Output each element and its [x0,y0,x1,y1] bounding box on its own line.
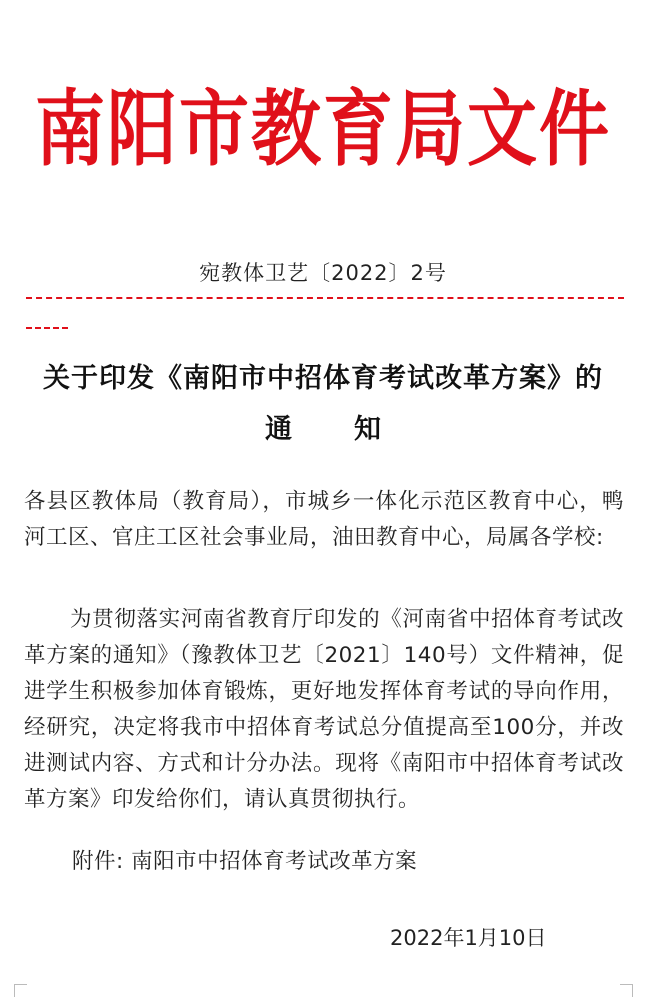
red-separator-line [26,297,624,299]
crop-mark-bottom-right [620,984,633,997]
red-separator-line-continued [26,327,68,329]
document-number: 宛教体卫艺〔2022〕2号 [199,261,447,285]
notice-title-line2: 通知 [265,414,443,445]
body-paragraph: 为贯彻落实河南省教育厅印发的《河南省中招体育考试改革方案的通知》（豫教体卫艺〔2021〕140号）文件精神，促进学生积极参加体育锻炼，更好地发挥体育考试的导向作用，经研究，决定将我市中招体育考试总分值提高至100分，并改进测试内容、方式和计分办法。现将《南阳市中招体育考试改革方案》印发给你们，请认真贯彻执行。 [24,607,624,812]
crop-mark-bottom-left [14,984,27,997]
addressee: 各县区教体局（教育局），市城乡一体化示范区教育中心，鸭河工区、官庄工区社会事业局，油田教育中心，局属各学校: [24,489,624,550]
issue-date: 2022年1月10日 [390,926,547,950]
notice-title-line1: 关于印发《南阳市中招体育考试改革方案》的 [43,363,603,394]
attachment-line: 附件: 南阳市中招体育考试改革方案 [72,849,418,874]
issuer-header: 南阳市教育局文件 [35,80,611,178]
